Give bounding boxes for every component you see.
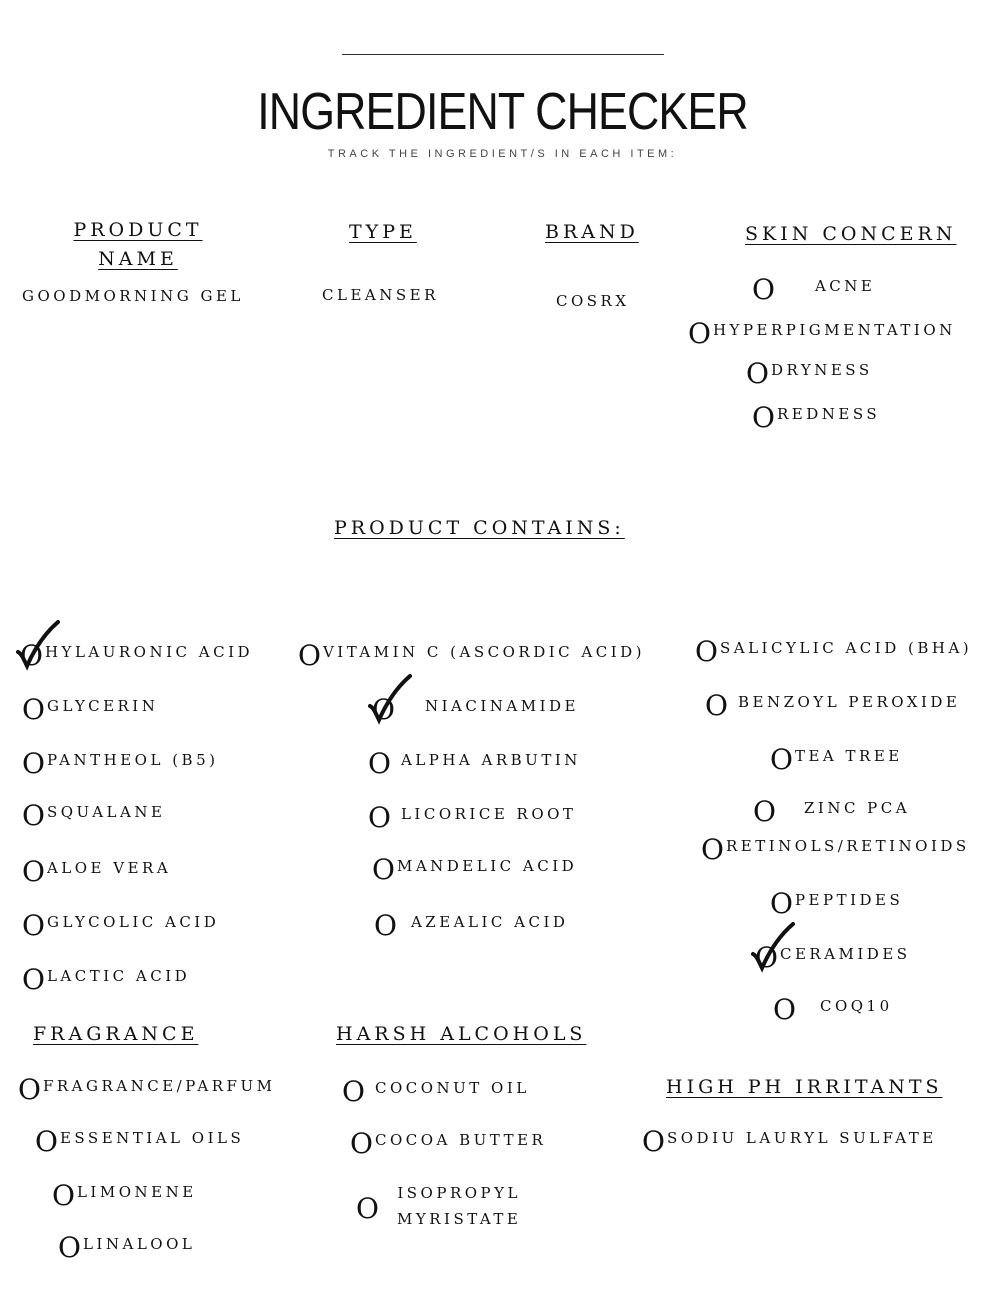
empty-circle-icon[interactable]: O	[368, 801, 391, 834]
empty-circle-icon[interactable]: O	[18, 1073, 41, 1106]
option-label: LICORICE ROOT	[400, 805, 577, 823]
empty-circle-icon[interactable]: O	[752, 401, 775, 434]
option-label: COCOA BUTTER	[374, 1131, 547, 1149]
checkbox-option[interactable]	[368, 801, 577, 834]
checked-circle-icon[interactable]: O	[755, 944, 778, 972]
checkbox-option[interactable]	[752, 401, 881, 434]
empty-circle-icon[interactable]: O	[22, 747, 45, 780]
checkbox-option[interactable]	[701, 833, 970, 866]
empty-circle-icon[interactable]: O	[298, 639, 321, 672]
checkmark-icon	[14, 620, 60, 672]
empty-circle-icon[interactable]: O	[752, 273, 775, 306]
checkbox-option[interactable]	[688, 317, 956, 350]
type-heading: TYPE	[349, 221, 417, 243]
option-label: ALPHA ARBUTIN	[400, 751, 581, 769]
checkbox-option[interactable]	[35, 1125, 245, 1158]
product-contains-heading: PRODUCT CONTAINS:	[334, 517, 625, 539]
option-label: GLYCOLIC ACID	[46, 913, 220, 931]
option-label: ESSENTIAL OILS	[59, 1129, 245, 1147]
checkbox-option[interactable]	[372, 853, 578, 886]
option-label: LACTIC ACID	[46, 967, 191, 985]
checkbox-option[interactable]	[22, 909, 220, 942]
page-subtitle: TRACK THE INGREDIENT/S IN EACH ITEM:	[327, 148, 678, 160]
option-label: HYLAURONIC ACID	[44, 643, 254, 661]
checked-circle-icon[interactable]: O	[372, 696, 395, 724]
checkbox-option[interactable]	[298, 639, 646, 672]
option-label: LINALOOL	[82, 1235, 196, 1253]
top-divider	[342, 54, 664, 55]
checkmark-icon	[749, 922, 795, 974]
empty-circle-icon[interactable]: O	[770, 887, 793, 920]
empty-circle-icon[interactable]: O	[22, 799, 45, 832]
checked-circle-icon[interactable]: O	[20, 642, 43, 670]
empty-circle-icon[interactable]: O	[642, 1125, 665, 1158]
brand-heading: BRAND	[545, 221, 639, 243]
checkbox-option[interactable]	[350, 1127, 547, 1160]
empty-circle-icon[interactable]: O	[22, 855, 45, 888]
empty-circle-icon[interactable]: O	[374, 909, 397, 942]
checkbox-option[interactable]	[368, 747, 581, 780]
skin-concern-heading: SKIN CONCERN	[745, 223, 957, 245]
empty-circle-icon[interactable]: O	[753, 795, 776, 828]
checkbox-option[interactable]	[22, 855, 172, 888]
checkbox-option[interactable]	[58, 1231, 196, 1264]
checkbox-option[interactable]	[770, 887, 904, 920]
checkbox-option[interactable]	[52, 1179, 197, 1212]
empty-circle-icon[interactable]: O	[701, 833, 724, 866]
option-label: REDNESS	[776, 405, 881, 423]
checkbox-option[interactable]	[342, 1075, 530, 1108]
checkbox-option[interactable]	[374, 909, 569, 942]
checkbox-option[interactable]	[356, 1186, 521, 1233]
option-label: SALICYLIC ACID (BHA)	[719, 639, 973, 657]
checkbox-option[interactable]	[642, 1125, 937, 1158]
page-title: INGREDIENT CHECKER	[257, 83, 748, 141]
empty-circle-icon[interactable]: O	[52, 1179, 75, 1212]
high-ph-heading: HIGH PH IRRITANTS	[666, 1076, 943, 1098]
empty-circle-icon[interactable]: O	[746, 357, 769, 390]
checkbox-option[interactable]	[18, 1073, 276, 1106]
checkbox-option[interactable]	[755, 941, 911, 974]
checkbox-option[interactable]	[705, 689, 961, 722]
empty-circle-icon[interactable]: O	[705, 689, 728, 722]
option-label: VITAMIN C (ASCORDIC ACID)	[322, 643, 646, 661]
option-label: TEA TREE	[794, 747, 903, 765]
option-label: BENZOYL PEROXIDE	[737, 693, 961, 711]
empty-circle-icon[interactable]: O	[342, 1075, 365, 1108]
option-label: ISOPROPYL MYRISTATE	[396, 1184, 522, 1229]
empty-circle-icon[interactable]: O	[350, 1127, 373, 1160]
empty-circle-icon[interactable]: O	[22, 963, 45, 996]
checkbox-option[interactable]	[770, 743, 903, 776]
empty-circle-icon[interactable]: O	[770, 743, 793, 776]
product-name-value[interactable]: GOODMORNING GEL	[22, 287, 244, 305]
option-label: AZEALIC ACID	[410, 913, 569, 931]
option-label: HYPERPIGMENTATION	[712, 321, 956, 339]
option-label: COQ10	[819, 997, 893, 1015]
option-label: NIACINAMIDE	[424, 697, 579, 715]
checkbox-option[interactable]	[22, 799, 166, 832]
checkbox-option[interactable]	[752, 273, 876, 306]
empty-circle-icon[interactable]: O	[688, 317, 711, 350]
checkbox-option[interactable]	[695, 635, 973, 668]
harsh-alcohols-heading: HARSH ALCOHOLS	[336, 1023, 587, 1045]
option-label: RETINOLS/RETINOIDS	[725, 837, 970, 855]
option-label: SODIU LAURYL SULFATE	[666, 1129, 937, 1147]
option-label: ACNE	[814, 277, 876, 295]
option-label: DRYNESS	[770, 361, 873, 379]
checkbox-option[interactable]	[753, 795, 911, 828]
empty-circle-icon[interactable]: O	[22, 693, 45, 726]
empty-circle-icon[interactable]: O	[368, 747, 391, 780]
checkbox-option[interactable]	[20, 639, 254, 672]
empty-circle-icon[interactable]: O	[22, 909, 45, 942]
empty-circle-icon[interactable]: O	[58, 1231, 81, 1264]
empty-circle-icon[interactable]: O	[356, 1192, 379, 1226]
checkmark-icon	[366, 674, 412, 726]
option-label: ALOE VERA	[46, 859, 172, 877]
checkbox-option[interactable]	[746, 357, 873, 390]
checkbox-option[interactable]	[22, 963, 191, 996]
option-label: PANTHEOL (B5)	[46, 751, 219, 769]
option-label: GLYCERIN	[46, 697, 159, 715]
empty-circle-icon[interactable]: O	[372, 853, 395, 886]
option-label: SQUALANE	[46, 803, 166, 821]
option-label: MANDELIC ACID	[396, 857, 578, 875]
option-label: PEPTIDES	[794, 891, 904, 909]
type-value[interactable]: CLEANSER	[322, 286, 439, 304]
option-label: ZINC PCA	[803, 799, 911, 817]
fragrance-heading: FRAGRANCE	[33, 1023, 199, 1045]
option-label: COCONUT OIL	[374, 1079, 530, 1097]
option-label: FRAGRANCE/PARFUM	[42, 1077, 276, 1095]
checkbox-option[interactable]	[773, 993, 893, 1026]
empty-circle-icon[interactable]: O	[35, 1125, 58, 1158]
brand-value[interactable]: COSRX	[556, 292, 630, 310]
checkbox-option[interactable]	[22, 747, 219, 780]
empty-circle-icon[interactable]: O	[773, 993, 796, 1026]
checkbox-option[interactable]	[22, 693, 159, 726]
empty-circle-icon[interactable]: O	[695, 635, 718, 668]
option-label: CERAMIDES	[779, 945, 911, 963]
checkbox-option[interactable]	[372, 693, 579, 726]
product-name-heading: PRODUCT NAME	[73, 219, 203, 271]
option-label: LIMONENE	[76, 1183, 197, 1201]
